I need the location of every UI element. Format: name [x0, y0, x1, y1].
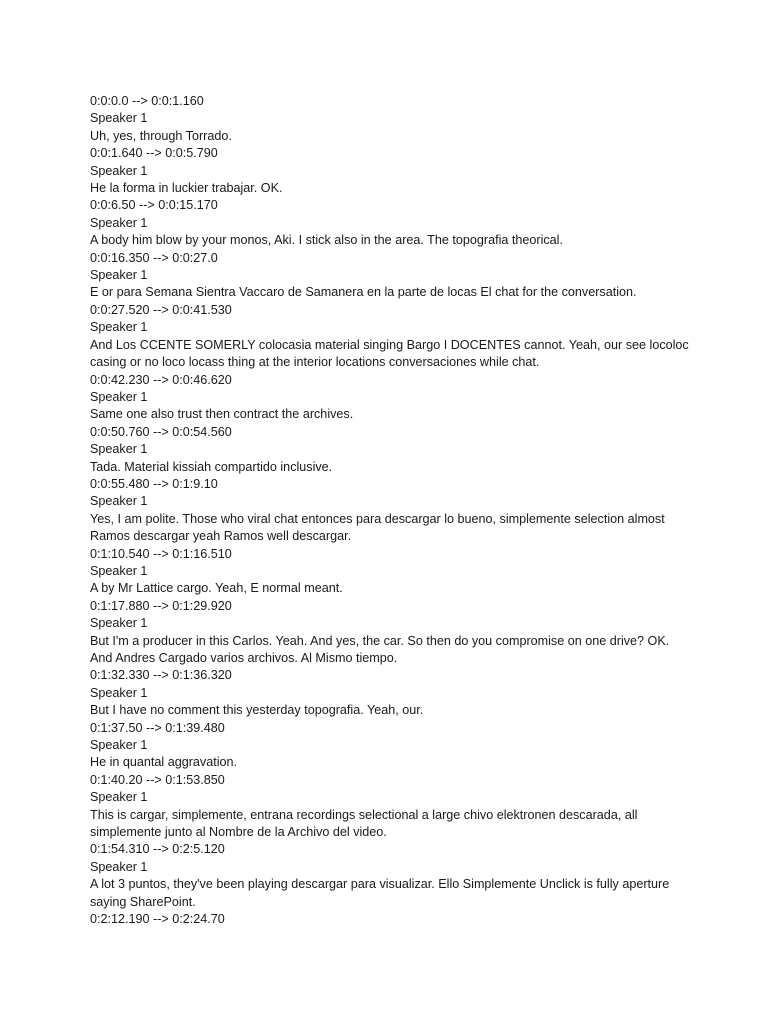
transcript-entry	[90, 546, 690, 598]
entry-speaker: Speaker 1	[90, 320, 148, 335]
entry-text: A body him blow by your monos, Aki. I stick also in the area. The topografia theorical.	[90, 233, 563, 248]
entry-text: And Los CCENTE SOMERLY colocasia material singing Bargo I DOCENTES cannot. Yeah, our see locoloc casing or no loco locass thing at the interior locations conversaciones while chat.	[90, 337, 689, 370]
entry-text: Tada. Material kissiah compartido inclusive.	[90, 459, 333, 474]
entry-timestamp: 0:0:27.520 --> 0:0:41.530	[90, 302, 232, 317]
transcript-entry	[90, 424, 690, 476]
entry-speaker: Speaker 1	[90, 859, 148, 874]
entry-text: He in quantal aggravation.	[90, 755, 238, 770]
entry-text: Uh, yes, through Torrado.	[90, 128, 232, 143]
entry-timestamp: 0:0:16.350 --> 0:0:27.0	[90, 250, 218, 265]
entry-timestamp: 0:1:54.310 --> 0:2:5.120	[90, 842, 225, 857]
entry-text: Same one also trust then contract the archives.	[90, 407, 354, 422]
transcript-entry	[90, 145, 690, 197]
transcript-entry	[90, 302, 690, 372]
entry-text: A lot 3 puntos, they've been playing descargar para visualizar. Ello Simplemente Unclick is fully aperture saying SharePoint.	[90, 877, 670, 909]
transcript-entry	[90, 667, 690, 719]
transcript-entry	[90, 93, 690, 145]
entry-text: This is cargar, simplemente, entrana recordings selectional a large chivo elektronen descarada, all simplemente junto al Nombre de la Archivo del video.	[90, 807, 638, 840]
transcript-body	[90, 93, 690, 929]
entry-speaker: Speaker 1	[90, 790, 148, 805]
transcript-entry	[90, 197, 690, 249]
entry-speaker: Speaker 1	[90, 685, 148, 700]
transcript-entry	[90, 841, 690, 911]
entry-speaker: Speaker 1	[90, 215, 148, 230]
entry-speaker: Speaker 1	[90, 111, 148, 126]
entry-speaker: Speaker 1	[90, 442, 148, 457]
entry-speaker: Speaker 1	[90, 738, 148, 753]
entry-text: But I'm a producer in this Carlos. Yeah. And yes, the car. So then do you compromise on one drive? OK. And Andres Cargado varios archivos. Al Mismo tiempo.	[90, 633, 670, 665]
entry-speaker: Speaker 1	[90, 268, 148, 283]
entry-timestamp: 0:1:32.330 --> 0:1:36.320	[90, 668, 232, 683]
entry-speaker: Speaker 1	[90, 494, 148, 509]
transcript-entry	[90, 250, 690, 302]
entry-timestamp: 0:1:17.880 --> 0:1:29.920	[90, 598, 232, 613]
transcript-entry	[90, 598, 690, 668]
transcript-entry	[90, 476, 690, 546]
entry-text: E or para Semana Sientra Vaccaro de Samanera en la parte de locas El chat for the conversation.	[90, 285, 637, 300]
entry-text: But I have no comment this yesterday topografia. Yeah, our.	[90, 703, 424, 718]
entry-text: A by Mr Lattice cargo. Yeah, E normal meant.	[90, 581, 343, 596]
entry-timestamp: 0:0:6.50 --> 0:0:15.170	[90, 198, 218, 213]
entry-timestamp: 0:2:12.190 --> 0:2:24.70	[90, 912, 225, 927]
entry-speaker: Speaker 1	[90, 563, 148, 578]
transcript-entry	[90, 720, 690, 772]
entry-timestamp: 0:1:40.20 --> 0:1:53.850	[90, 772, 225, 787]
entry-timestamp: 0:0:0.0 --> 0:0:1.160	[90, 94, 204, 108]
transcript-entry	[90, 911, 690, 928]
entry-timestamp: 0:0:1.640 --> 0:0:5.790	[90, 146, 218, 161]
transcript-entry	[90, 772, 690, 842]
transcript-entry	[90, 372, 690, 424]
entry-timestamp: 0:1:37.50 --> 0:1:39.480	[90, 720, 225, 735]
entry-speaker: Speaker 1	[90, 163, 148, 178]
entry-timestamp: 0:0:42.230 --> 0:0:46.620	[90, 372, 232, 387]
entry-speaker: Speaker 1	[90, 616, 148, 631]
entry-speaker: Speaker 1	[90, 389, 148, 404]
entry-timestamp: 0:1:10.540 --> 0:1:16.510	[90, 546, 232, 561]
entry-text: He la forma in luckier trabajar. OK.	[90, 181, 283, 196]
entry-timestamp: 0:0:50.760 --> 0:0:54.560	[90, 424, 232, 439]
entry-text: Yes, I am polite. Those who viral chat entonces para descargar lo bueno, simplemente selection almost Ramos descargar yeah Ramos well descargar.	[90, 511, 665, 544]
entry-timestamp: 0:0:55.480 --> 0:1:9.10	[90, 476, 218, 491]
